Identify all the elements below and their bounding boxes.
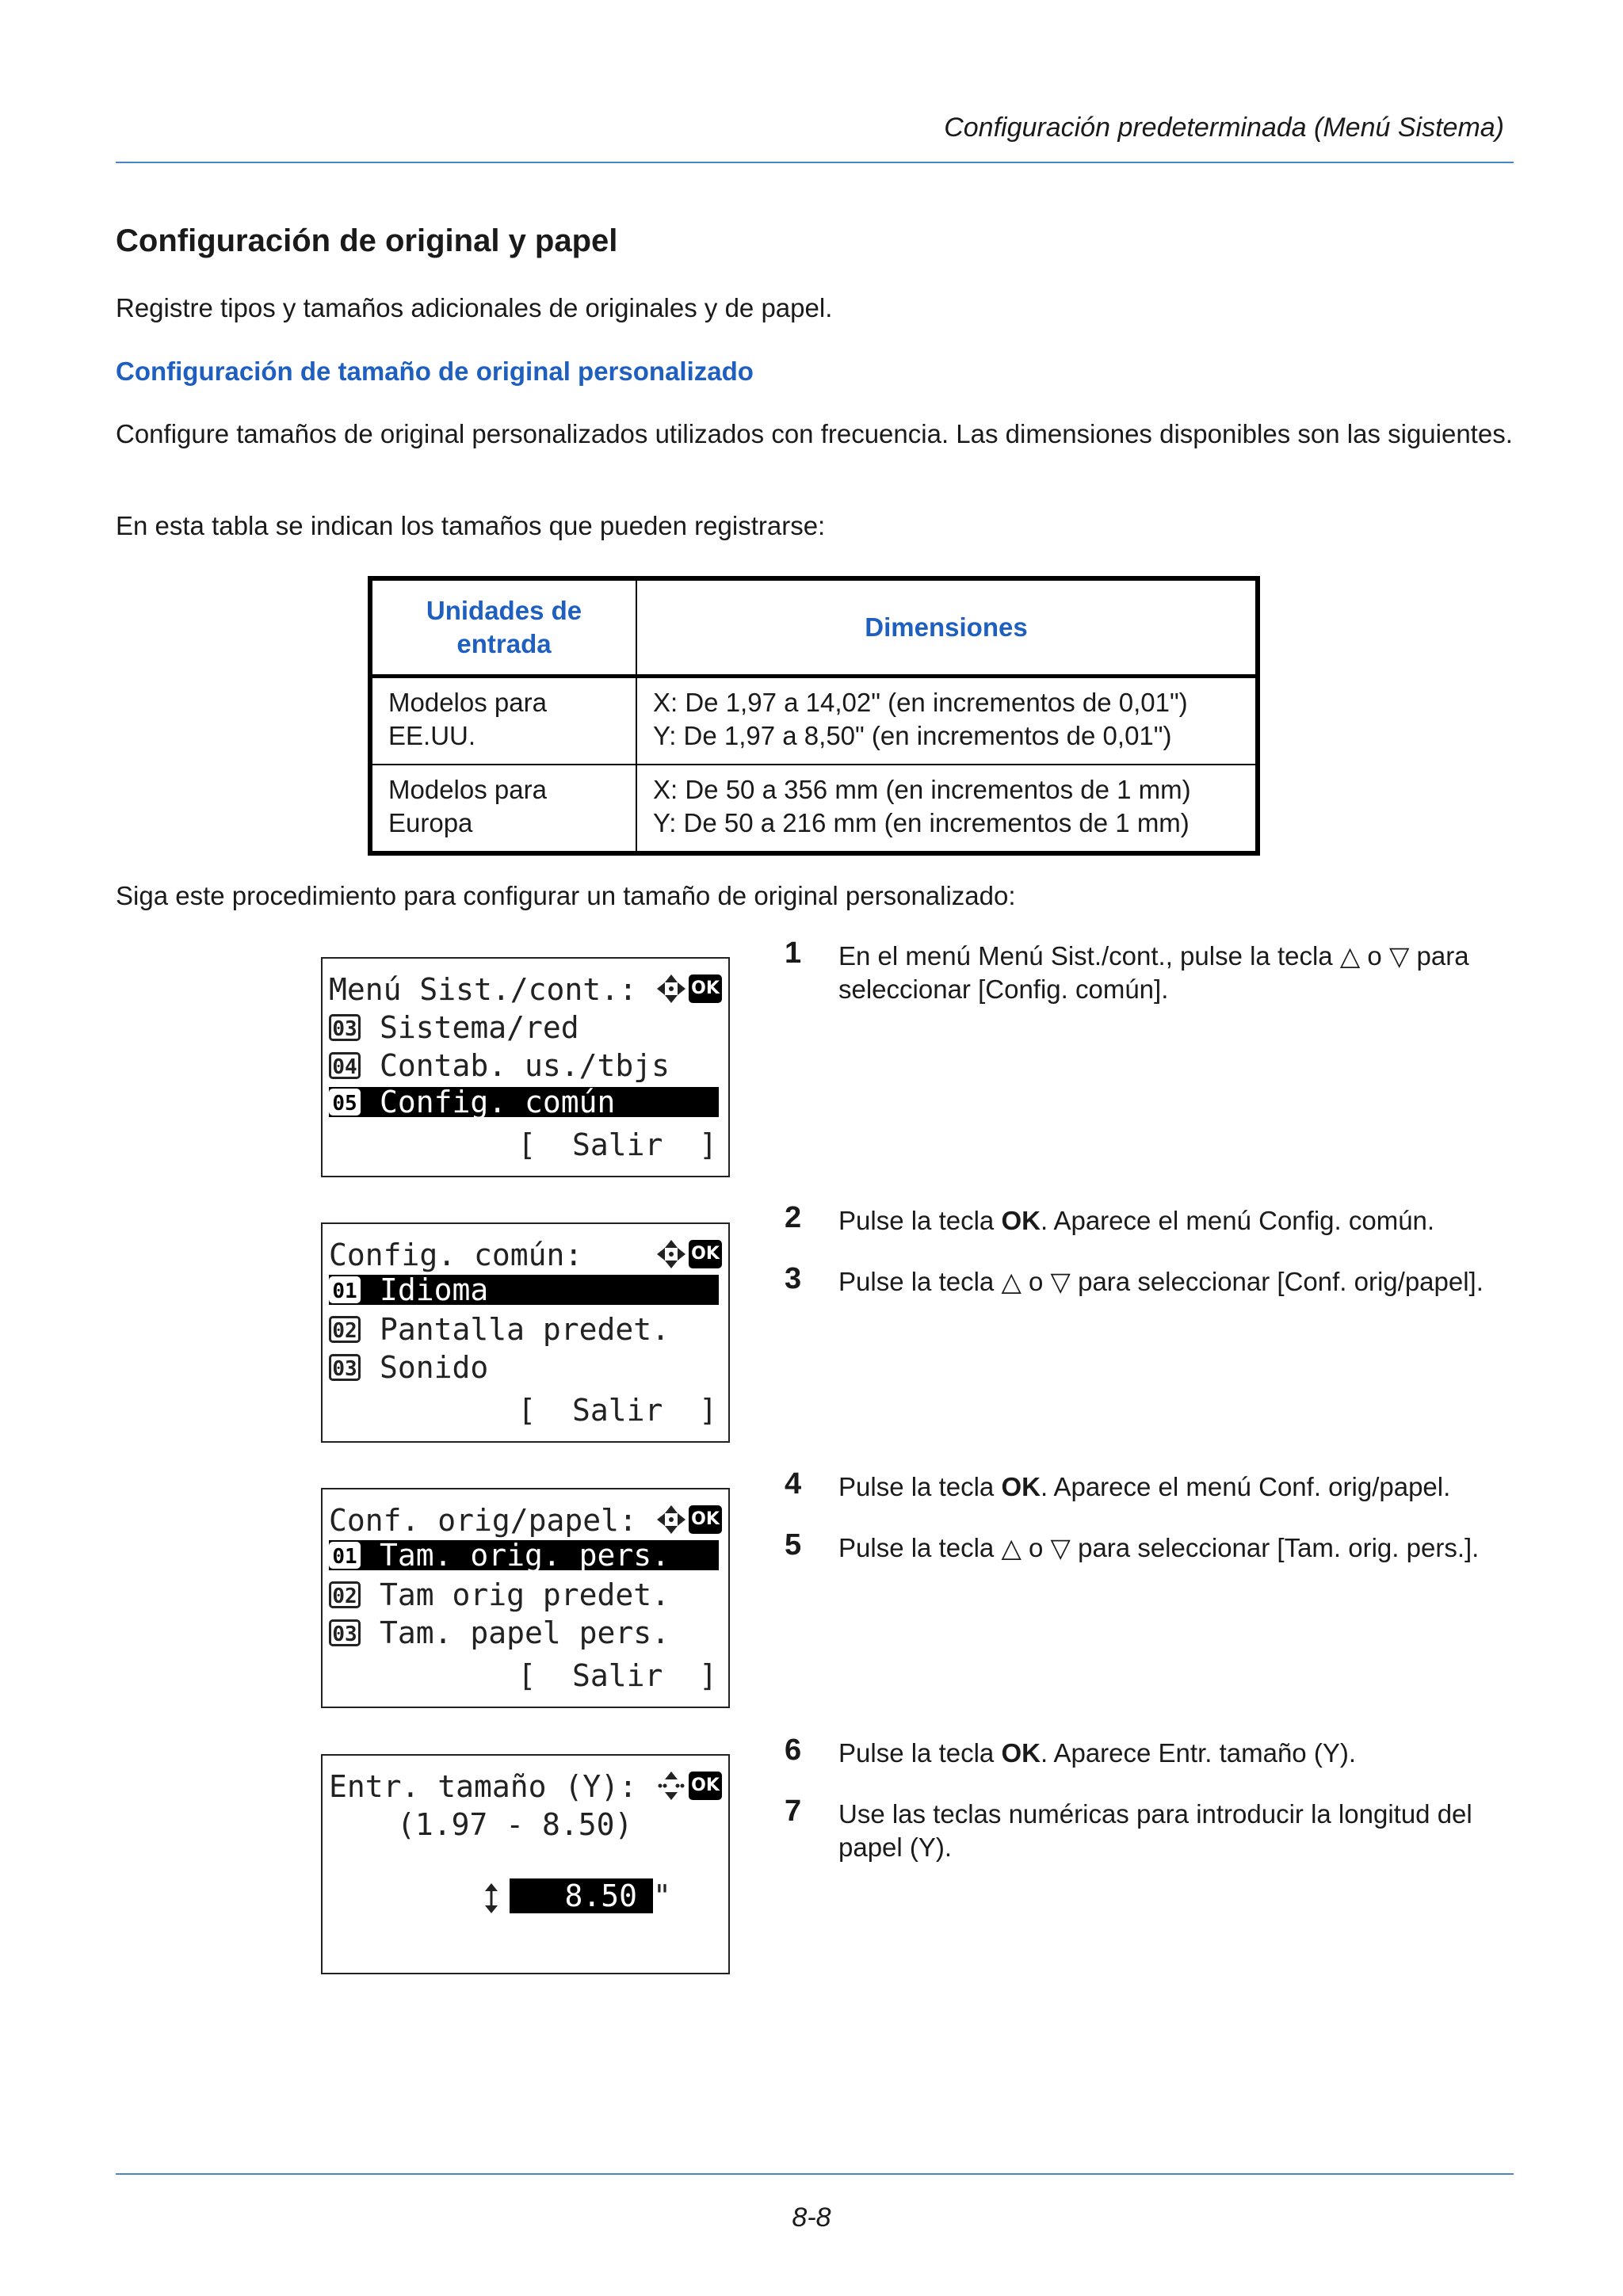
section-title: Configuración de original y papel xyxy=(116,223,618,258)
up-triangle-icon: △ xyxy=(1339,941,1361,971)
step-text: Pulse la tecla OK. Aparece Entr. tamaño (Y). xyxy=(838,1738,1356,1768)
footer-rule xyxy=(116,2173,1514,2175)
step-text: Pulse la tecla △ o ▽ para seleccionar [Tam. orig. pers.]. xyxy=(838,1533,1480,1562)
lcd-value-row xyxy=(410,1846,671,1913)
item-number-badge: 05 xyxy=(329,1089,361,1116)
lcd-screen-orig-paper xyxy=(321,1488,730,1708)
lcd-title: Menú Sist./cont.: xyxy=(329,972,637,1007)
step-text: En el menú Menú Sist./cont., pulse la tecla △ o ▽ para seleccionar [Config. común]. xyxy=(838,941,1469,1004)
item-number-badge: 01 xyxy=(329,1542,361,1569)
table-cell-unit: Modelos para Europa xyxy=(370,765,636,853)
table-cell-unit: Modelos para EE.UU. xyxy=(370,677,636,765)
lcd-exit-softkey: [ Salir ] xyxy=(517,1658,717,1693)
up-down-arrow-icon xyxy=(655,1770,687,1802)
procedure-intro: Siga este procedimiento para configurar un tamaño de original personalizado: xyxy=(116,881,1016,910)
subsection-title: Configuración de tamaño de original personalizado xyxy=(116,357,754,386)
ok-key-icon: OK xyxy=(689,974,722,1003)
lcd-title: Entr. tamaño (Y): xyxy=(329,1769,637,1804)
up-triangle-icon: △ xyxy=(1001,1533,1022,1562)
ok-key-icon: OK xyxy=(689,1240,722,1268)
lcd-menu-item: 03 Tam. papel pers. xyxy=(329,1616,670,1650)
down-triangle-icon: ▽ xyxy=(1050,1267,1071,1296)
dimensions-table xyxy=(368,576,1260,856)
lcd-menu-item: 02 Tam orig predet. xyxy=(329,1578,670,1611)
step-number: 1 xyxy=(785,936,802,970)
item-number-badge: 04 xyxy=(329,1052,361,1079)
step-number: 4 xyxy=(785,1467,802,1501)
lcd-exit-softkey: [ Salir ] xyxy=(517,1127,717,1162)
step-text: Pulse la tecla △ o ▽ para seleccionar [Conf. orig/papel]. xyxy=(838,1267,1484,1296)
step-text: Pulse la tecla OK. Aparece el menú Config. común. xyxy=(838,1206,1435,1235)
unit-label: " xyxy=(653,1878,671,1913)
lcd-menu-item-selected: 05 Config. común xyxy=(329,1087,719,1117)
lcd-menu-item-selected: 01 Tam. orig. pers. xyxy=(329,1540,719,1570)
page-number: 8-8 xyxy=(792,2203,831,2233)
dimension-x: X: De 50 a 356 mm (en incrementos de 1 mm) xyxy=(653,775,1191,804)
lcd-nav xyxy=(655,1770,722,1802)
running-header: Configuración predeterminada (Menú Sistema) xyxy=(944,113,1504,143)
dimension-x: X: De 1,97 a 14,02" (en incrementos de 0,01") xyxy=(653,688,1188,717)
item-number-badge: 02 xyxy=(329,1316,361,1343)
item-number-badge: 03 xyxy=(329,1014,361,1041)
four-way-arrow-icon xyxy=(655,1504,687,1535)
ok-key-icon: OK xyxy=(689,1772,722,1800)
table-cell-dimensions xyxy=(636,677,1258,765)
lcd-menu-item: 03 Sistema/red xyxy=(329,1011,579,1044)
step-text: Pulse la tecla OK. Aparece el menú Conf. orig/papel. xyxy=(838,1472,1451,1501)
table-row xyxy=(370,677,1258,765)
dimension-y: Y: De 1,97 a 8,50" (en incrementos de 0,01") xyxy=(653,721,1172,750)
value-field: 8.50 xyxy=(510,1878,654,1913)
item-number-badge: 03 xyxy=(329,1619,361,1646)
header-rule xyxy=(116,162,1514,163)
four-way-arrow-icon xyxy=(655,973,687,1005)
lcd-screen-common-config xyxy=(321,1222,730,1443)
step-text: Use las teclas numéricas para introducir la longitud del papel (Y). xyxy=(838,1799,1472,1862)
step-number: 3 xyxy=(785,1262,802,1295)
lcd-range: (1.97 - 8.50) xyxy=(397,1807,633,1842)
down-triangle-icon: ▽ xyxy=(1388,941,1410,971)
table-row xyxy=(370,765,1258,853)
table-header-row xyxy=(370,578,1258,677)
lcd-exit-softkey: [ Salir ] xyxy=(517,1393,717,1428)
lcd-menu-item: 04 Contab. us./tbjs xyxy=(329,1049,670,1082)
lcd-menu-item: 03 Sonido xyxy=(329,1351,488,1384)
up-triangle-icon: △ xyxy=(1001,1267,1022,1296)
item-number-badge: 01 xyxy=(329,1276,361,1303)
lcd-nav xyxy=(655,973,722,1005)
lcd-menu-item: 02 Pantalla predet. xyxy=(329,1313,670,1346)
ok-key-icon: OK xyxy=(689,1505,722,1534)
lcd-title: Config. común: xyxy=(329,1238,583,1272)
dimension-y: Y: De 50 a 216 mm (en incrementos de 1 mm) xyxy=(653,808,1190,837)
lcd-menu-item-selected: 01 Idioma xyxy=(329,1275,719,1305)
lcd-screen-system-menu xyxy=(321,957,730,1177)
step-number: 6 xyxy=(785,1733,802,1767)
step-number: 7 xyxy=(785,1794,802,1828)
lcd-title: Conf. orig/papel: xyxy=(329,1503,637,1538)
item-number-badge: 03 xyxy=(329,1354,361,1381)
step-number: 5 xyxy=(785,1528,802,1562)
lcd-nav xyxy=(655,1238,722,1270)
table-intro: En esta tabla se indican los tamaños que pueden registrarse: xyxy=(116,511,826,540)
four-way-arrow-icon xyxy=(655,1238,687,1270)
table-header-dimensions: Dimensiones xyxy=(636,578,1258,677)
subsection-intro: Configure tamaños de original personalizados utilizados con frecuencia. Las dimensiones disponibles son las siguientes. xyxy=(116,419,1513,448)
table-cell-dimensions xyxy=(636,765,1258,853)
lcd-screen-size-entry xyxy=(321,1754,730,1974)
section-intro: Registre tipos y tamaños adicionales de originales y de papel. xyxy=(116,293,833,322)
lcd-nav xyxy=(655,1504,722,1535)
down-triangle-icon: ▽ xyxy=(1050,1533,1071,1562)
step-number: 2 xyxy=(785,1201,802,1234)
table-header-units: Unidades de entrada xyxy=(370,578,636,677)
item-number-badge: 02 xyxy=(329,1581,361,1608)
vertical-arrow-icon xyxy=(483,1882,500,1914)
